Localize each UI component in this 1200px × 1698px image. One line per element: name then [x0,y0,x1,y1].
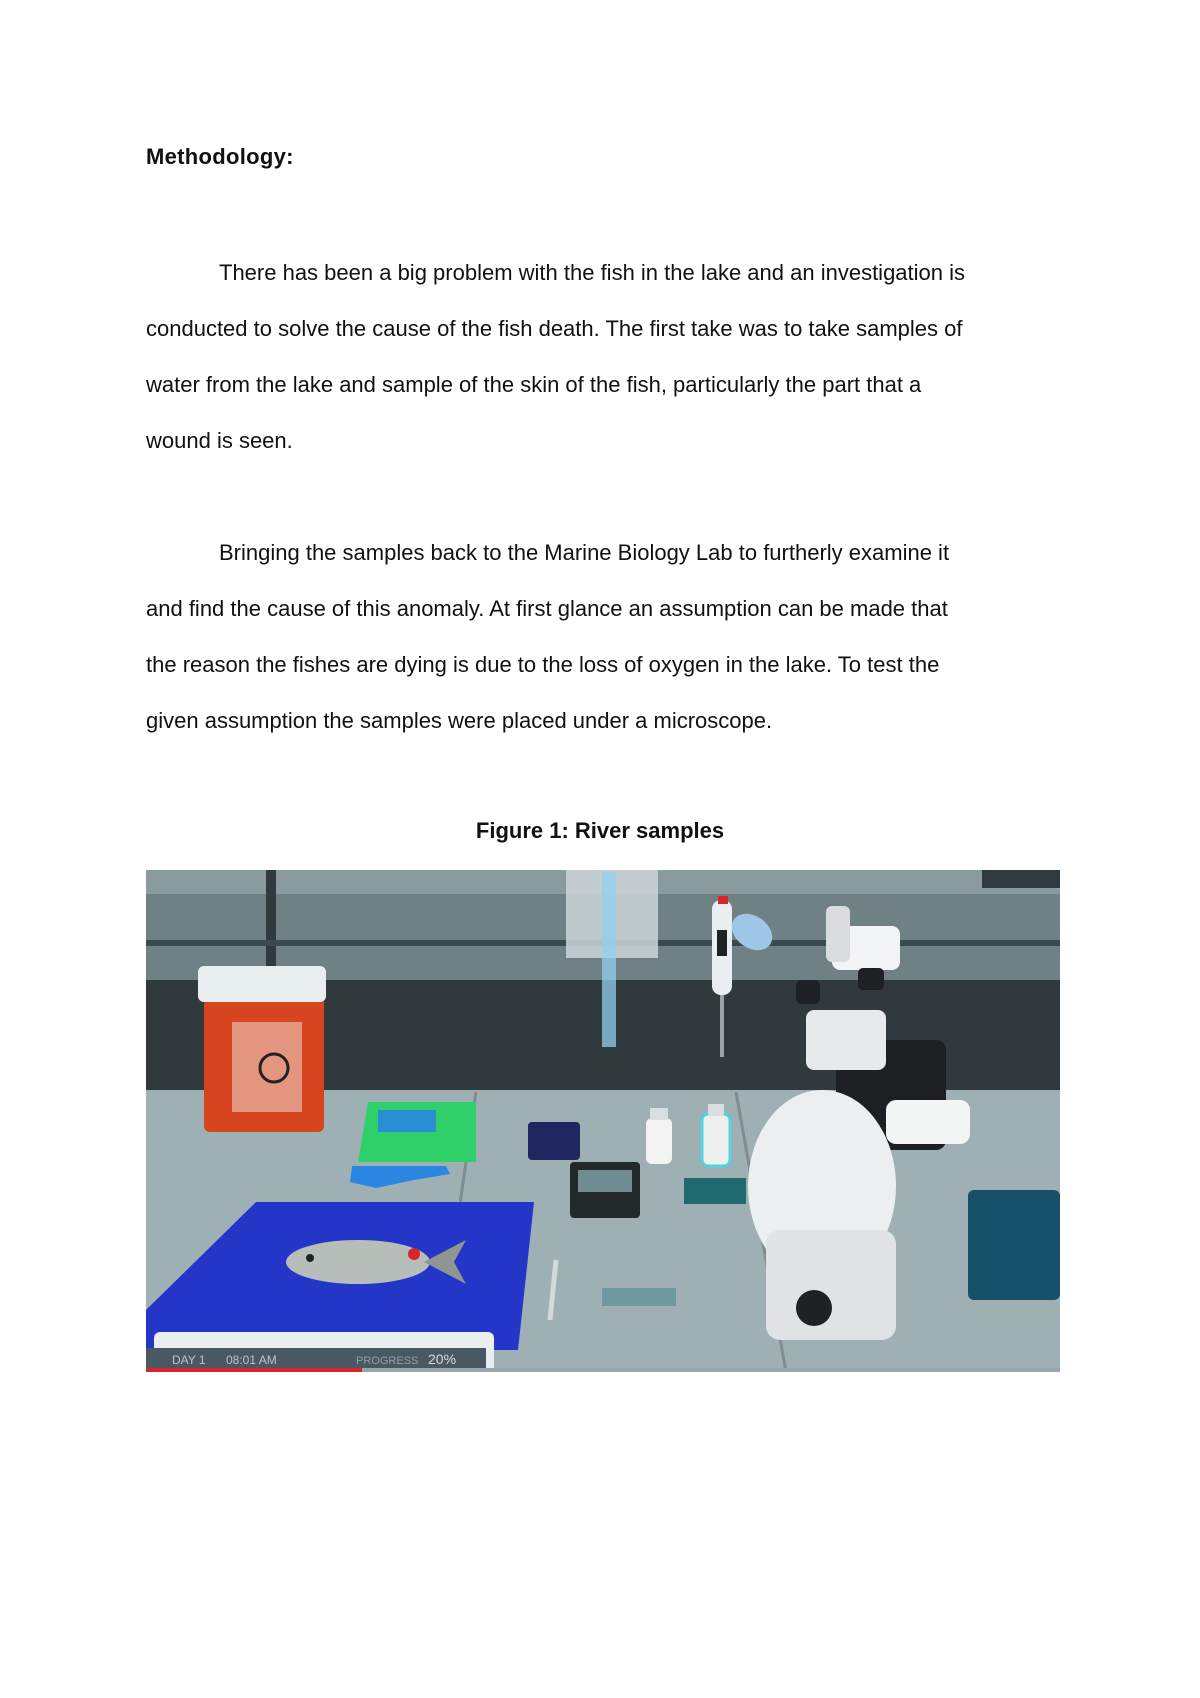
hud-progress-value: 20% [428,1351,457,1367]
biohazard-sharps-container-icon [198,966,326,1132]
figure-caption: Figure 1: River samples [475,818,725,843]
paragraph-line: conducted to solve the cause of the fish death. The first take was to take samples of [146,316,963,341]
section-heading: Methodology: [146,144,294,169]
slide-box-icon [528,1122,580,1160]
paragraph-lab-examination [146,525,1076,749]
lab-scene-illustration [146,870,1060,1372]
hud-day: DAY 1 [172,1353,206,1367]
paragraph-line: given assumption the samples were placed under a microscope. [146,708,773,733]
paragraph-line: Bringing the samples back to the Marine Biology Lab to furtherly examine it [219,540,950,565]
sample-slide-tray-icon [570,1162,640,1218]
glove-box-icon [358,1102,476,1162]
hud-time: 08:01 AM [226,1353,277,1367]
paragraph-investigation [146,245,1076,469]
paragraph-line: the reason the fishes are dying is due to the loss of oxygen in the lake. To test the [146,652,940,677]
paragraph-line: and find the cause of this anomaly. At first glance an assumption can be made that [146,596,948,621]
progress-bar [146,1368,362,1372]
towel-icon [684,1178,746,1204]
reagent-bottle-icon [702,1104,730,1166]
paragraph-line: wound is seen. [146,428,293,453]
paragraph-line: There has been a big problem with the fish in the lake and an investigation is [219,260,966,285]
hud-progress-label: PROGRESS [356,1355,419,1367]
lab-simulation-figure [146,870,1060,1372]
paragraph-line: water from the lake and sample of the skin of the fish, particularly the part that a [146,372,922,397]
